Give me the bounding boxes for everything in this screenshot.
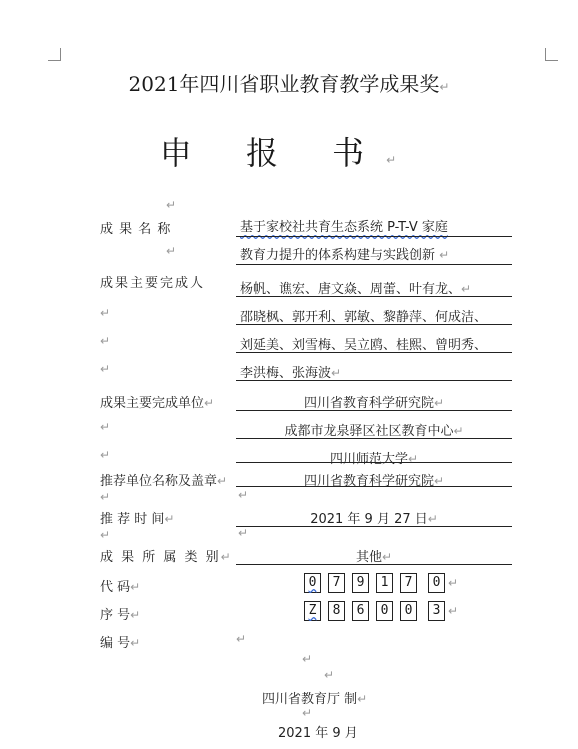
label-achievement-name: 成 果 名 称	[100, 222, 172, 237]
paragraph-mark: ↵	[100, 362, 111, 376]
achievement-name-line-1: 基于家校社共育生态系统 P-T-V 家庭	[240, 220, 448, 235]
paragraph-mark: ↵	[100, 448, 111, 462]
paragraph-mark: ↵	[448, 576, 459, 590]
serial-digit-5: 0	[400, 601, 417, 621]
footer-date: 2021 年 9 月	[278, 726, 358, 741]
paragraph-mark: ↵	[238, 488, 249, 502]
contributors-line-3: 刘延美、刘雪梅、吴立鸥、桂熙、曾明秀、	[240, 338, 488, 353]
recommend-date-value: 2021 年 9 月 27 日↵	[310, 512, 438, 527]
achievement-name-line-2: 教育力提升的体系构建与实践创新 ↵	[240, 248, 450, 263]
serial-digit-4: 0	[376, 601, 393, 621]
unit-line-3: 四川师范大学↵	[329, 452, 419, 467]
paragraph-mark: ↵	[302, 652, 313, 666]
paragraph-mark: ↵	[448, 604, 459, 618]
crop-mark-top-left	[48, 48, 61, 61]
label-number: 编 号↵	[100, 636, 141, 651]
underline	[236, 324, 512, 325]
category-value: 其他↵	[355, 550, 393, 565]
serial-digit-6: 3	[428, 601, 445, 621]
underline	[236, 410, 512, 411]
paragraph-mark: ↵	[100, 420, 111, 434]
underline	[236, 486, 512, 487]
document-title: 2021年四川省职业教育教学成果奖↵	[128, 72, 450, 96]
paragraph-mark: ↵	[324, 668, 335, 682]
underline	[236, 236, 512, 237]
serial-digit-2: 8	[328, 601, 345, 621]
underline	[236, 526, 512, 527]
underline	[236, 264, 512, 265]
underline	[236, 352, 512, 353]
paragraph-mark: ↵	[100, 306, 111, 320]
recommending-unit-value: 四川省教育科学研究院↵	[303, 474, 445, 489]
label-main-units: 成果主要完成单位↵	[100, 396, 215, 411]
crop-mark-top-right	[545, 48, 558, 61]
label-serial: 序 号↵	[100, 608, 141, 623]
serial-digit-1: Z	[304, 601, 321, 621]
underline	[236, 380, 512, 381]
underline	[236, 462, 512, 463]
label-category: 成 果 所 属 类 别↵	[100, 550, 233, 565]
paragraph-mark: ↵	[100, 490, 111, 504]
paragraph-mark: ↵	[166, 244, 177, 258]
label-recommend-date: 推 荐 时 间↵	[100, 512, 175, 527]
form-title: 申 报 书↵	[159, 134, 419, 172]
paragraph-mark: ↵	[166, 198, 177, 212]
unit-line-2: 成都市龙泉驿区社区教育中心↵	[284, 424, 464, 439]
underline	[236, 564, 512, 565]
label-code: 代 码↵	[100, 580, 141, 595]
contributors-line-1: 杨帆、谯宏、唐文焱、周蕾、叶有龙、↵	[240, 282, 472, 297]
code-digit-3: 9	[352, 573, 369, 593]
underline	[236, 438, 512, 439]
serial-digit-3: 6	[352, 601, 369, 621]
code-digit-6: 0	[428, 573, 445, 593]
label-main-contributors: 成果主要完成人	[100, 276, 206, 291]
label-recommending-unit: 推荐单位名称及盖章↵	[100, 474, 228, 489]
paragraph-mark: ↵	[238, 526, 249, 540]
code-digit-4: 1	[376, 573, 393, 593]
paragraph-mark: ↵	[236, 632, 247, 646]
paragraph-mark: ↵	[302, 706, 313, 720]
code-digit-2: 7	[328, 573, 345, 593]
contributors-line-4: 李洪梅、张海波↵	[240, 366, 342, 381]
paragraph-mark: ↵	[100, 528, 111, 542]
issuer: 四川省教育厅 制↵	[262, 692, 368, 707]
underline	[236, 296, 512, 297]
code-digit-5: 7	[400, 573, 417, 593]
code-digit-1: 0	[304, 573, 321, 593]
paragraph-mark: ↵	[100, 334, 111, 348]
unit-line-1: 四川省教育科学研究院↵	[303, 396, 445, 411]
contributors-line-2: 邵晓枫、郭开利、郭敏、黎静萍、何成洁、	[240, 310, 488, 325]
